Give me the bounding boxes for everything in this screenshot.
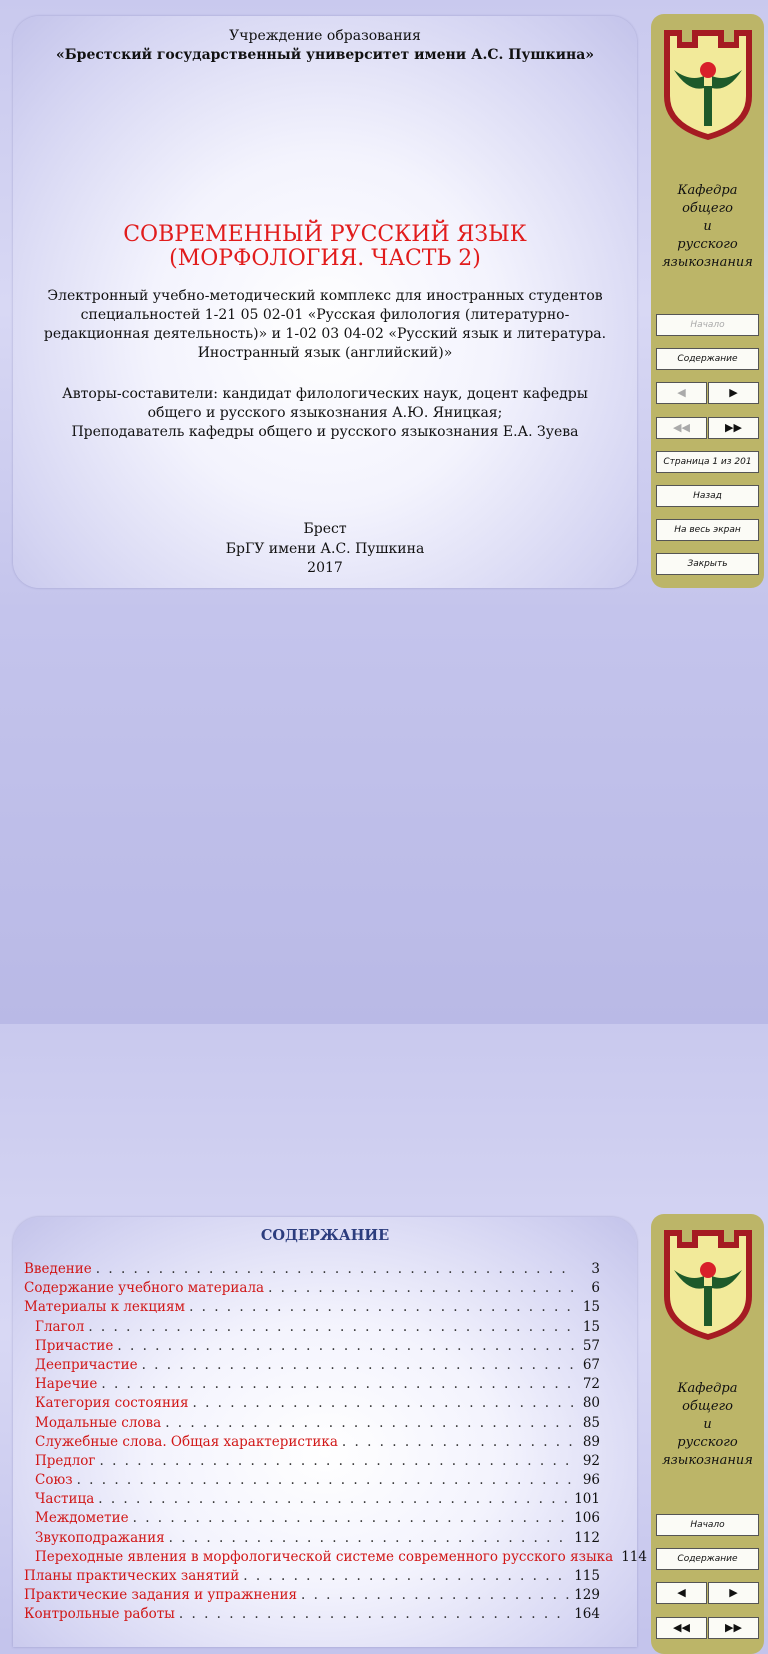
toc-leader-dots <box>98 1490 570 1509</box>
toc-entry-label[interactable]: Содержание учебного материала <box>24 1280 265 1297</box>
dept-line3: и <box>703 219 712 234</box>
dept-line5: языкознания <box>662 1453 753 1468</box>
publisher: БрГУ имени А.С. Пушкина <box>225 540 425 557</box>
toc-entry-label[interactable]: Практические задания и упражнения <box>24 1587 297 1604</box>
toc-entry-label[interactable]: Причастие <box>35 1337 114 1354</box>
toc-entry[interactable] <box>24 1375 600 1394</box>
university-crest-icon <box>660 26 756 144</box>
toc-entry-page: 6 <box>591 1280 600 1297</box>
toc-entry-label[interactable]: Частица <box>35 1491 95 1508</box>
first-page-button[interactable]: ◀◀ <box>656 417 707 439</box>
toc-leader-dots <box>268 1279 574 1298</box>
toc-heading: СОДЕРЖАНИЕ <box>260 1227 390 1244</box>
toc-leader-dots <box>342 1433 574 1452</box>
toc-leader-dots <box>101 1375 574 1394</box>
authors <box>43 385 607 442</box>
description: Электронный учебно-методический комплекс для иностранных студентов специальностей 1-21 05 02-01 «Русская филология (литературно-редакционная деятельность)» и 1-02 03 04-02 «Русский язык и литература. Иностранный язык (английский)» <box>43 288 607 361</box>
toc-leader-dots <box>243 1567 570 1586</box>
dept-line1: Кафедра <box>677 183 738 198</box>
toc-leader-dots <box>96 1260 574 1279</box>
contents-page <box>0 600 768 1634</box>
contents-button[interactable]: Содержание <box>656 1548 759 1570</box>
toc-entry-label[interactable]: Глагол <box>35 1318 85 1335</box>
fullscreen-button[interactable]: На весь экран <box>656 519 759 541</box>
toc-leader-dots <box>179 1605 570 1624</box>
toc-leader-dots <box>192 1394 574 1413</box>
toc-entry-label[interactable]: Модальные слова <box>35 1414 162 1431</box>
contents-slide <box>13 1217 647 1647</box>
first-page-button[interactable]: ◀◀ <box>656 1617 707 1639</box>
toc-entry-label[interactable]: Наречие <box>35 1376 98 1393</box>
toc-entry[interactable] <box>24 1433 600 1452</box>
toc-entry-page: 115 <box>574 1568 600 1584</box>
year: 2017 <box>307 560 343 576</box>
toc-entry-label[interactable]: Контрольные работы <box>24 1606 175 1623</box>
toc-entry-page: 92 <box>582 1452 600 1469</box>
toc-entry-label[interactable]: Материалы к лекциям <box>24 1299 186 1316</box>
authors-line1: Авторы-составители: кандидат филологических наук, доцент кафедры общего и русского языкознания А.Ю. Яницкая; <box>62 386 588 421</box>
toc-leader-dots <box>189 1298 574 1317</box>
toc-entry[interactable] <box>24 1586 600 1605</box>
next-page-button[interactable]: ▶ <box>708 1582 759 1604</box>
toc-leader-dots <box>117 1337 574 1356</box>
start-button[interactable]: Начало <box>656 1514 759 1536</box>
toc-entry-label[interactable]: Планы практических занятий <box>24 1568 240 1584</box>
close-button[interactable]: Закрыть <box>656 553 759 575</box>
toc-entry[interactable] <box>24 1567 600 1586</box>
toc-entry[interactable] <box>24 1318 600 1337</box>
toc-entry-label[interactable]: Союз <box>35 1472 73 1489</box>
toc-leader-dots <box>165 1414 574 1433</box>
toc-entry-page: 101 <box>574 1491 600 1508</box>
back-button[interactable]: Назад <box>656 485 759 507</box>
toc-entry-page: 106 <box>574 1510 600 1527</box>
toc-entry[interactable] <box>24 1279 600 1298</box>
toc-leader-dots <box>142 1356 574 1375</box>
toc-list <box>24 1260 647 1625</box>
toc-entry-page: 3 <box>591 1261 600 1277</box>
toc-entry-label[interactable]: Звукоподражания <box>35 1529 165 1546</box>
toc-entry-label[interactable]: Введение <box>24 1261 92 1277</box>
department-name <box>651 1380 764 1470</box>
last-page-button[interactable]: ▶▶ <box>708 417 759 439</box>
toc-entry-label[interactable]: Категория состояния <box>35 1395 189 1412</box>
document-title <box>13 223 637 271</box>
toc-entry-label[interactable]: Предлог <box>35 1452 96 1469</box>
toc-entry-page: 114 <box>621 1548 647 1565</box>
toc-entry-page: 67 <box>582 1356 600 1373</box>
city: Брест <box>303 521 347 537</box>
toc-entry-label[interactable]: Междометие <box>35 1510 129 1527</box>
department-name <box>651 182 764 272</box>
contents-button[interactable]: Содержание <box>656 348 759 370</box>
toc-entry-page: 129 <box>574 1587 600 1604</box>
prev-page-button[interactable]: ◀ <box>656 1582 707 1604</box>
toc-entry[interactable] <box>24 1548 647 1567</box>
toc-entry[interactable] <box>24 1337 600 1356</box>
imprint <box>13 520 637 579</box>
toc-entry[interactable] <box>24 1356 600 1375</box>
title-line1: СОВРЕМЕННЫЙ РУССКИЙ ЯЗЫК <box>123 222 527 247</box>
next-page-button[interactable]: ▶ <box>708 382 759 404</box>
nav-sidebar <box>651 14 764 588</box>
last-page-button[interactable]: ▶▶ <box>708 1617 759 1639</box>
toc-entry-page: 15 <box>582 1318 600 1335</box>
title-line2: (МОРФОЛОГИЯ. ЧАСТЬ 2) <box>169 246 481 271</box>
toc-entry[interactable] <box>24 1452 600 1471</box>
toc-entry-label[interactable]: Деепричастие <box>35 1356 138 1373</box>
start-button[interactable]: Начало <box>656 314 759 336</box>
title-slide <box>13 16 637 588</box>
toc-entry[interactable] <box>24 1260 600 1279</box>
institution-line2: «Брестский государственный университет имени А.С. Пушкина» <box>55 47 595 63</box>
toc-entry[interactable] <box>24 1490 600 1509</box>
toc-entry-label[interactable]: Служебные слова. Общая характеристика <box>35 1433 338 1450</box>
nav-sidebar-2 <box>651 1214 764 1654</box>
toc-leader-dots <box>77 1471 574 1490</box>
prev-page-button[interactable]: ◀ <box>656 382 707 404</box>
dept-line4: русского <box>677 237 738 252</box>
authors-line2: Преподаватель кафедры общего и русского языкознания Е.А. Зуева <box>71 424 579 440</box>
toc-entry-page: 80 <box>582 1395 600 1412</box>
toc-leader-dots <box>301 1586 570 1605</box>
toc-entry[interactable] <box>24 1414 600 1433</box>
toc-entry[interactable] <box>24 1529 600 1548</box>
toc-entry-page: 85 <box>582 1414 600 1431</box>
dept-line5: языкознания <box>662 255 753 270</box>
title-page <box>0 0 768 600</box>
dept-line2: общего <box>682 201 733 216</box>
toc-leader-dots <box>100 1452 575 1471</box>
toc-leader-dots <box>169 1529 571 1548</box>
toc-entry-label[interactable]: Переходные явления в морфологической системе современного русского языка <box>35 1548 614 1565</box>
toc-entry-page: 89 <box>582 1433 600 1450</box>
dept-line4: русского <box>677 1435 738 1450</box>
toc-entry-page: 96 <box>582 1472 600 1489</box>
dept-line2: общего <box>682 1399 733 1414</box>
university-crest-icon <box>660 1226 756 1344</box>
toc-entry[interactable] <box>24 1394 600 1413</box>
toc-leader-dots <box>88 1318 574 1337</box>
toc-entry[interactable] <box>24 1605 600 1624</box>
toc-entry-page: 112 <box>574 1529 600 1546</box>
toc-leader-dots <box>133 1509 571 1528</box>
toc-entry-page: 72 <box>582 1376 600 1393</box>
toc-entry-page: 15 <box>582 1299 600 1316</box>
toc-entry-page: 57 <box>582 1337 600 1354</box>
page-indicator[interactable]: Страница 1 из 201 <box>656 451 759 473</box>
toc-entry[interactable] <box>24 1471 600 1490</box>
dept-line3: и <box>703 1417 712 1432</box>
toc-entry[interactable] <box>24 1298 600 1317</box>
dept-line1: Кафедра <box>677 1381 738 1396</box>
toc-entry[interactable] <box>24 1509 600 1528</box>
toc-entry-page: 164 <box>574 1606 600 1623</box>
institution-line1: Учреждение образования <box>229 28 421 44</box>
